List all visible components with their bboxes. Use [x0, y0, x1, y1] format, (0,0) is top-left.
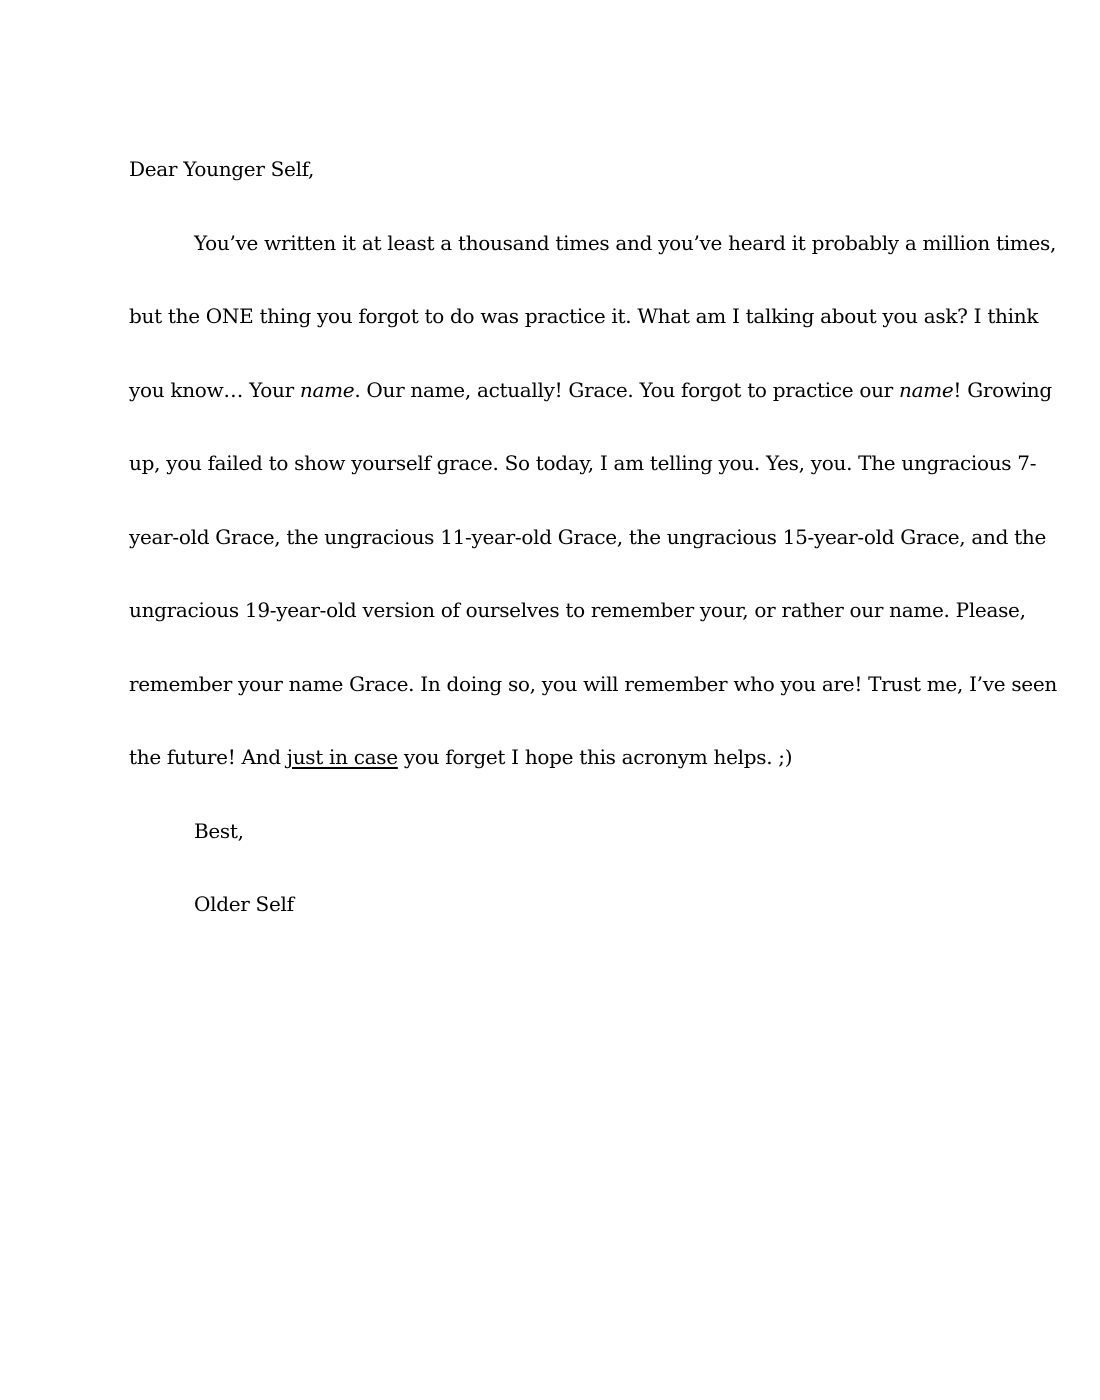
- underlined-phrase: just in case: [286, 745, 398, 769]
- paragraph-line-4: up, you failed to show yourself grace. So today, I am telling you. Yes, you. The ungracious 7-: [129, 451, 1037, 475]
- signature: Older Self: [194, 892, 294, 916]
- paragraph-line-1: You’ve written it at least a thousand times and you’ve heard it probably a million times,: [194, 230, 1057, 255]
- text-segment: ! Growing: [953, 377, 1052, 402]
- paragraph-line-7: remember your name Grace. In doing so, you will remember who you are! Trust me, I’ve seen: [129, 671, 1057, 696]
- text-segment: the future! And: [129, 745, 287, 769]
- text-segment: . Our name, actually! Grace. You forgot to practice our: [354, 377, 899, 402]
- paragraph-line-6: ungracious 19-year-old version of ourselves to remember your, or rather our name. Please,: [129, 598, 1026, 622]
- paragraph-line-3: [129, 354, 1052, 428]
- paragraph-line-5: year-old Grace, the ungracious 11-year-old Grace, the ungracious 15-year-old Grace, and the: [129, 524, 1046, 549]
- text-segment: you forget I hope this acronym helps. ;): [397, 745, 793, 769]
- italic-name-1: name: [299, 377, 355, 402]
- salutation: Dear Younger Self,: [129, 157, 315, 181]
- paragraph-line-8: [129, 721, 989, 795]
- italic-name-2: name: [899, 377, 954, 402]
- letter-body: [129, 133, 1057, 942]
- paragraph-line-2: but the ONE thing you forgot to do was practice it. What am I talking about you ask? I think: [129, 304, 1039, 328]
- closing: Best,: [194, 818, 244, 843]
- text-segment: you know… Your: [129, 377, 300, 402]
